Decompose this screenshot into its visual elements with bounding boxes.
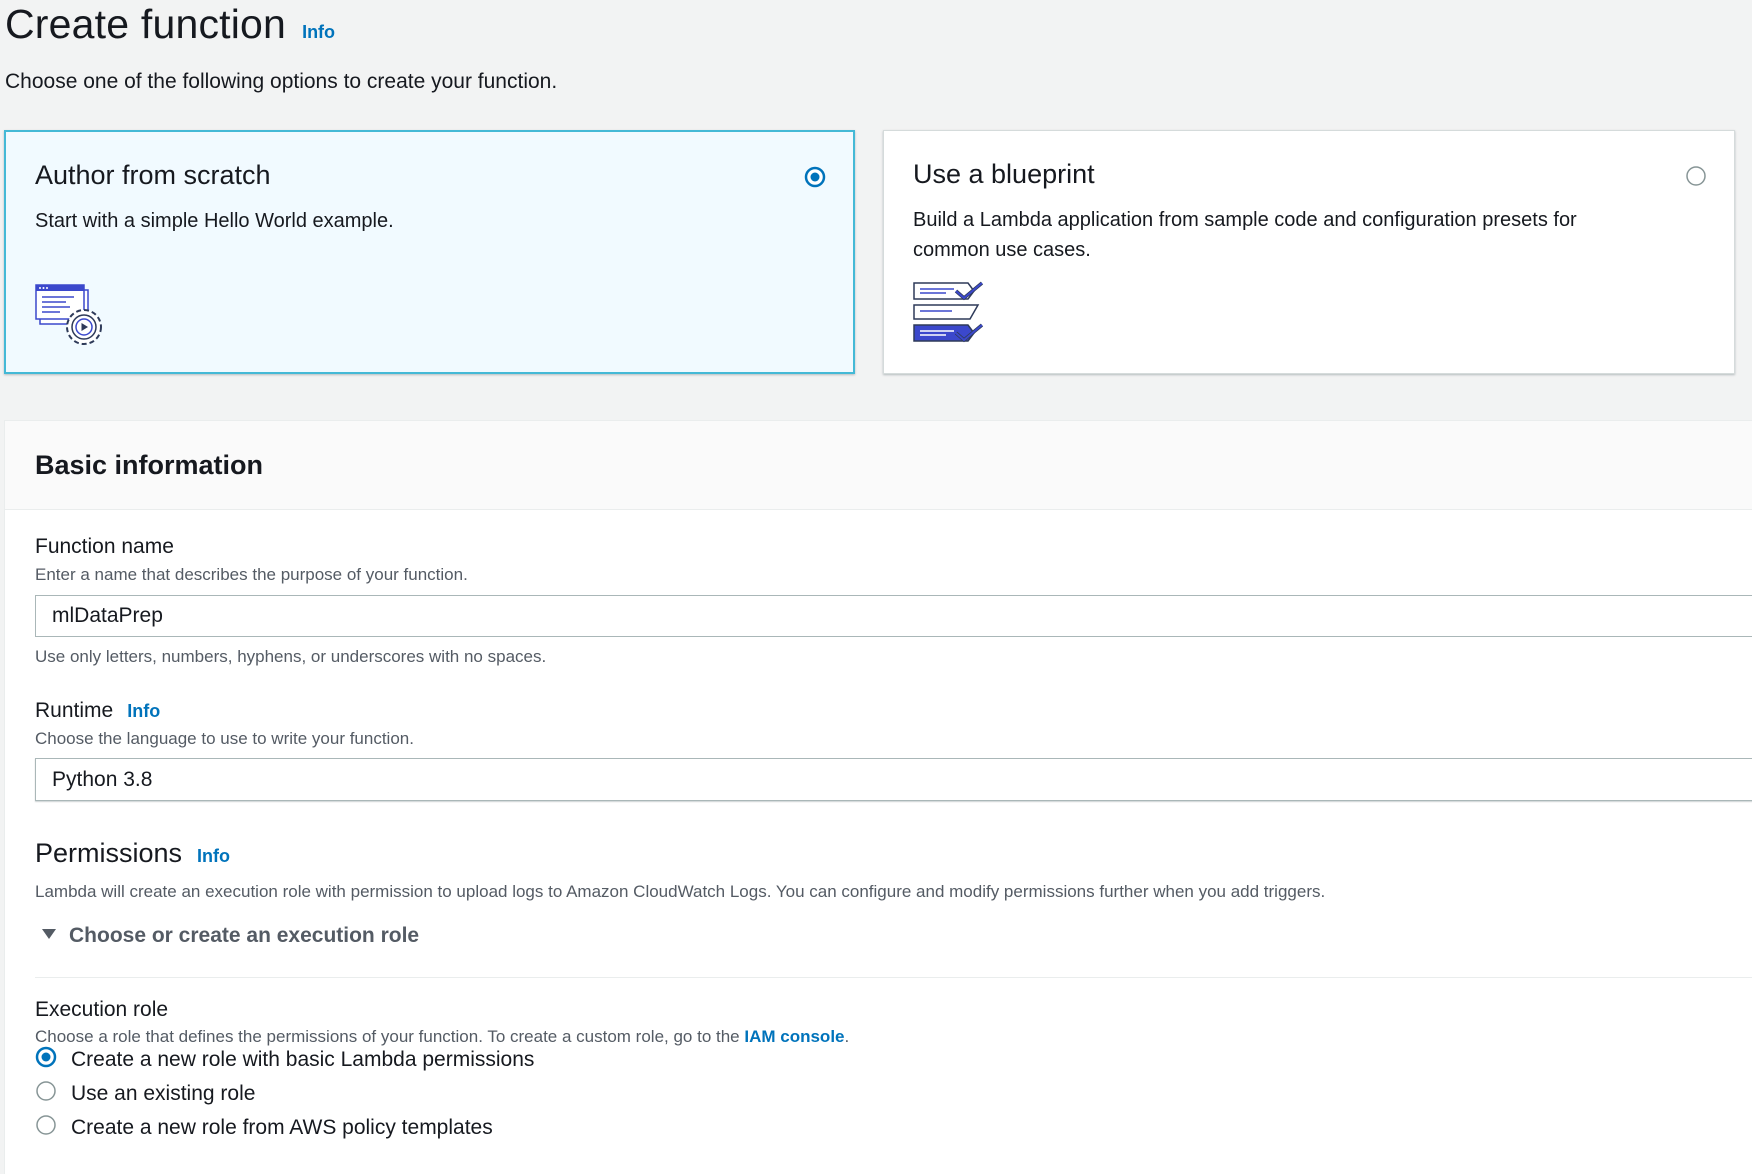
permissions-title: Permissions [35,838,183,868]
permissions-description: Lambda will create an execution role with permission to upload logs to Amazon CloudWatch Logs. You can configure and modify permissions further when you add triggers. [35,882,1326,901]
basic-information-header [5,421,1752,510]
caret-down-icon [41,927,57,945]
basic-information-title: Basic information [35,450,264,480]
permissions-info-link[interactable]: Info [197,846,231,866]
role-option-existing-radio[interactable] [35,1080,57,1107]
page-subtitle: Choose one of the following options to create your function. [5,70,558,93]
execution-role-description-text: Choose a role that defines the permissions of your function. To create a custom role, go to the [35,1027,745,1046]
code-gear-icon [34,282,110,357]
role-option-policy-templates[interactable] [35,1114,493,1141]
runtime-label-row [35,699,160,723]
title-row [5,0,335,48]
use-a-blueprint-radio[interactable] [1685,165,1707,192]
permissions-title-row [35,838,230,869]
execution-role-label: Execution role [35,998,169,1021]
page-title: Create function [5,1,287,47]
blueprint-checklist-icon [912,281,988,356]
role-option-new-basic[interactable] [35,1046,534,1073]
execution-role-description-suffix: . [844,1027,850,1046]
title-info-link[interactable]: Info [302,22,336,42]
use-a-blueprint-description: Build a Lambda application from sample code and configuration presets for common use cases. [913,209,1577,261]
execution-role-expander-label: Choose or create an execution role [69,924,420,947]
author-from-scratch-radio[interactable] [804,166,826,193]
role-option-existing[interactable] [35,1080,255,1107]
function-name-input[interactable] [35,595,1752,637]
runtime-label: Runtime [35,699,114,722]
iam-console-link[interactable]: IAM console [744,1027,845,1046]
runtime-description: Choose the language to use to write your function. [35,729,414,748]
function-name-description: Enter a name that describes the purpose of your function. [35,565,468,584]
author-from-scratch-card[interactable] [4,130,855,374]
author-from-scratch-description: Start with a simple Hello World example. [35,210,394,232]
runtime-selected-value: Python 3.8 [52,768,153,791]
execution-role-description [35,1027,849,1047]
function-name-label: Function name [35,535,174,558]
role-option-existing-label: Use an existing role [71,1081,256,1105]
runtime-info-link[interactable]: Info [127,701,161,721]
role-option-new-basic-radio[interactable] [35,1046,57,1073]
function-name-constraint: Use only letters, numbers, hyphens, or underscores with no spaces. [35,647,547,666]
role-option-policy-templates-label: Create a new role from AWS policy templates [71,1115,493,1139]
execution-role-expander[interactable] [41,924,419,948]
runtime-select[interactable] [35,758,1752,801]
use-a-blueprint-card[interactable] [883,130,1735,374]
expander-divider [35,977,1752,978]
use-a-blueprint-title: Use a blueprint [913,159,1095,189]
author-from-scratch-title: Author from scratch [35,160,271,190]
role-option-policy-templates-radio[interactable] [35,1114,57,1141]
basic-information-panel [4,420,1752,1174]
role-option-new-basic-label: Create a new role with basic Lambda permissions [71,1047,535,1071]
